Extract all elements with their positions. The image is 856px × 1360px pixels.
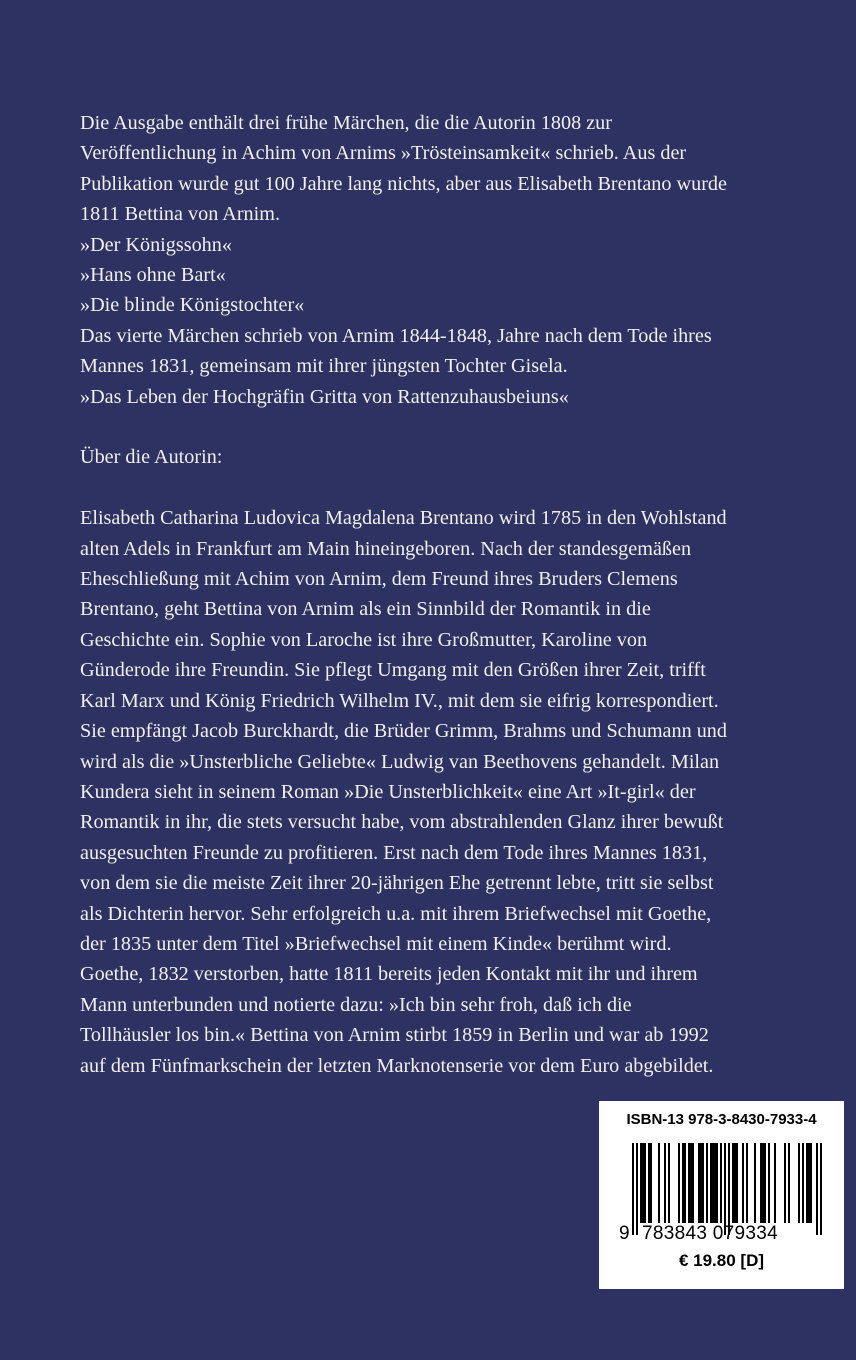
biography-line: Sie empfängt Jacob Burckhardt, die Brüder Grimm, Brahms und Schumann und (80, 720, 727, 743)
biography-line: Romantik in ihr, die stets versucht habe, vom abstrahlenden Glanz ihrer bewußt (80, 811, 724, 834)
biography-line: als Dichterin hervor. Sehr erfolgreich u.a. mit ihrem Briefwechsel mit Goethe, (80, 902, 712, 925)
barcode-bar (678, 1143, 680, 1223)
biography-line: Geschichte ein. Sophie von Laroche ist ihre Großmutter, Karoline von (80, 628, 648, 651)
barcode-bar (728, 1143, 730, 1235)
barcode-bar (668, 1143, 670, 1223)
biography-line: wird als die »Unsterbliche Geliebte« Ludwig van Beethovens gehandelt. Milan (80, 750, 720, 773)
description-paragraph (80, 108, 792, 412)
barcode-bar (760, 1143, 766, 1223)
biography-line: Goethe, 1832 verstorben, hatte 1811 bereits jeden Kontakt mit ihr und ihrem (80, 963, 698, 986)
barcode-bar (742, 1143, 744, 1223)
barcode-remaining-digits: 783843 079334 (642, 1223, 778, 1244)
description-line: »Die blinde Königstochter« (80, 294, 305, 317)
description-line: Das vierte Märchen schrieb von Arnim 1844-1848, Jahre nach dem Tode ihres (80, 324, 712, 347)
barcode-bar (732, 1143, 738, 1223)
isbn-label: ISBN-13 978-3-8430-7933-4 (626, 1111, 817, 1128)
description-line: Publikation wurde gut 100 Jahre lang nichts, aber aus Elisabeth Brentano wurde (80, 172, 727, 195)
biography-line: alten Adels in Frankfurt am Main hineingeboren. Nach der standesgemäßen (80, 537, 692, 560)
biography-line: Brentano, geht Bettina von Arnim als ein Sinnbild der Romantik in die (80, 598, 651, 621)
barcode-bar (640, 1143, 646, 1223)
biography-line: Günderode ihre Freundin. Sie pflegt Umgang mit den Größen ihrer Zeit, trifft (80, 659, 706, 682)
description-line: Mannes 1831, gemeinsam mit ihrer jüngsten Tochter Gisela. (80, 355, 568, 378)
barcode-bar (698, 1143, 704, 1223)
biography-line: Kundera sieht in seinem Roman »Die Unsterblichkeit« eine Art »It-girl« der (80, 780, 696, 803)
barcode-bar (798, 1143, 800, 1223)
barcode-bar (806, 1143, 812, 1223)
price-label: € 19.80 [D] (678, 1251, 765, 1270)
barcode-bar (746, 1143, 748, 1223)
barcode-bar (648, 1143, 652, 1223)
barcode-bar (682, 1143, 686, 1223)
description-line: »Hans ohne Bart« (80, 264, 226, 287)
barcode-bar (688, 1143, 694, 1223)
about-author-heading: Über die Autorin: (80, 446, 223, 469)
barcode-bar (632, 1143, 634, 1235)
isbn-barcode-box (599, 1101, 844, 1289)
barcode-bar (754, 1143, 756, 1223)
barcode-bar (816, 1143, 818, 1235)
biography-line: Tollhäusler los bin.« Bettina von Arnim stirbt 1859 in Berlin und war ab 1992 (80, 1024, 709, 1047)
biography-line: auf dem Fünfmarkschein der letzten Marknotenserie vor dem Euro abgebildet. (80, 1054, 714, 1077)
barcode-first-digit: 9 (619, 1223, 630, 1244)
barcode-bars (599, 1143, 844, 1235)
barcode-bar (658, 1143, 660, 1223)
description-line: »Das Leben der Hochgräfin Gritta von Rattenzuhausbeiuns« (80, 385, 569, 408)
barcode-bar (820, 1143, 822, 1235)
author-biography-paragraph (80, 503, 792, 1081)
barcode-bar (788, 1143, 790, 1223)
barcode-bar (664, 1143, 666, 1223)
barcode-bar (720, 1143, 722, 1223)
biography-line: Eheschließung mit Achim von Arnim, dem Freund ihres Bruders Clemens (80, 568, 678, 591)
description-line: »Der Königssohn« (80, 233, 232, 256)
biography-line: von dem sie die meiste Zeit ihrer 20-jährigen Ehe getrennt lebte, tritt sie selbst (80, 872, 714, 895)
biography-line: Elisabeth Catharina Ludovica Magdalena Brentano wird 1785 in den Wohlstand (80, 507, 727, 530)
barcode-bar (706, 1143, 708, 1223)
biography-line: ausgesuchten Freunde zu profitieren. Erst nach dem Tode ihres Mannes 1831, (80, 841, 708, 864)
description-line: 1811 Bettina von Arnim. (80, 203, 280, 226)
barcode-bar (724, 1143, 726, 1235)
barcode-bar (768, 1143, 770, 1223)
barcode-bar (784, 1143, 786, 1223)
biography-line: Mann unterbunden und notierte dazu: »Ich bin sehr froh, daß ich die (80, 993, 632, 1016)
back-cover-text (80, 108, 792, 1081)
biography-line: der 1835 unter dem Titel »Briefwechsel mit einem Kinde« berühmt wird. (80, 932, 672, 955)
barcode-bar (636, 1143, 638, 1235)
biography-line: Karl Marx und König Friedrich Wilhelm IV., mit dem sie eifrig korrespondiert. (80, 689, 719, 712)
barcode-bar (710, 1143, 718, 1223)
description-line: Die Ausgabe enthält drei frühe Märchen, die die Autorin 1808 zur (80, 112, 613, 134)
barcode-bar (774, 1143, 776, 1223)
barcode-bar (802, 1143, 804, 1223)
description-line: Veröffentlichung in Achim von Arnims »Trösteinsamkeit« schrieb. Aus der (80, 142, 687, 165)
